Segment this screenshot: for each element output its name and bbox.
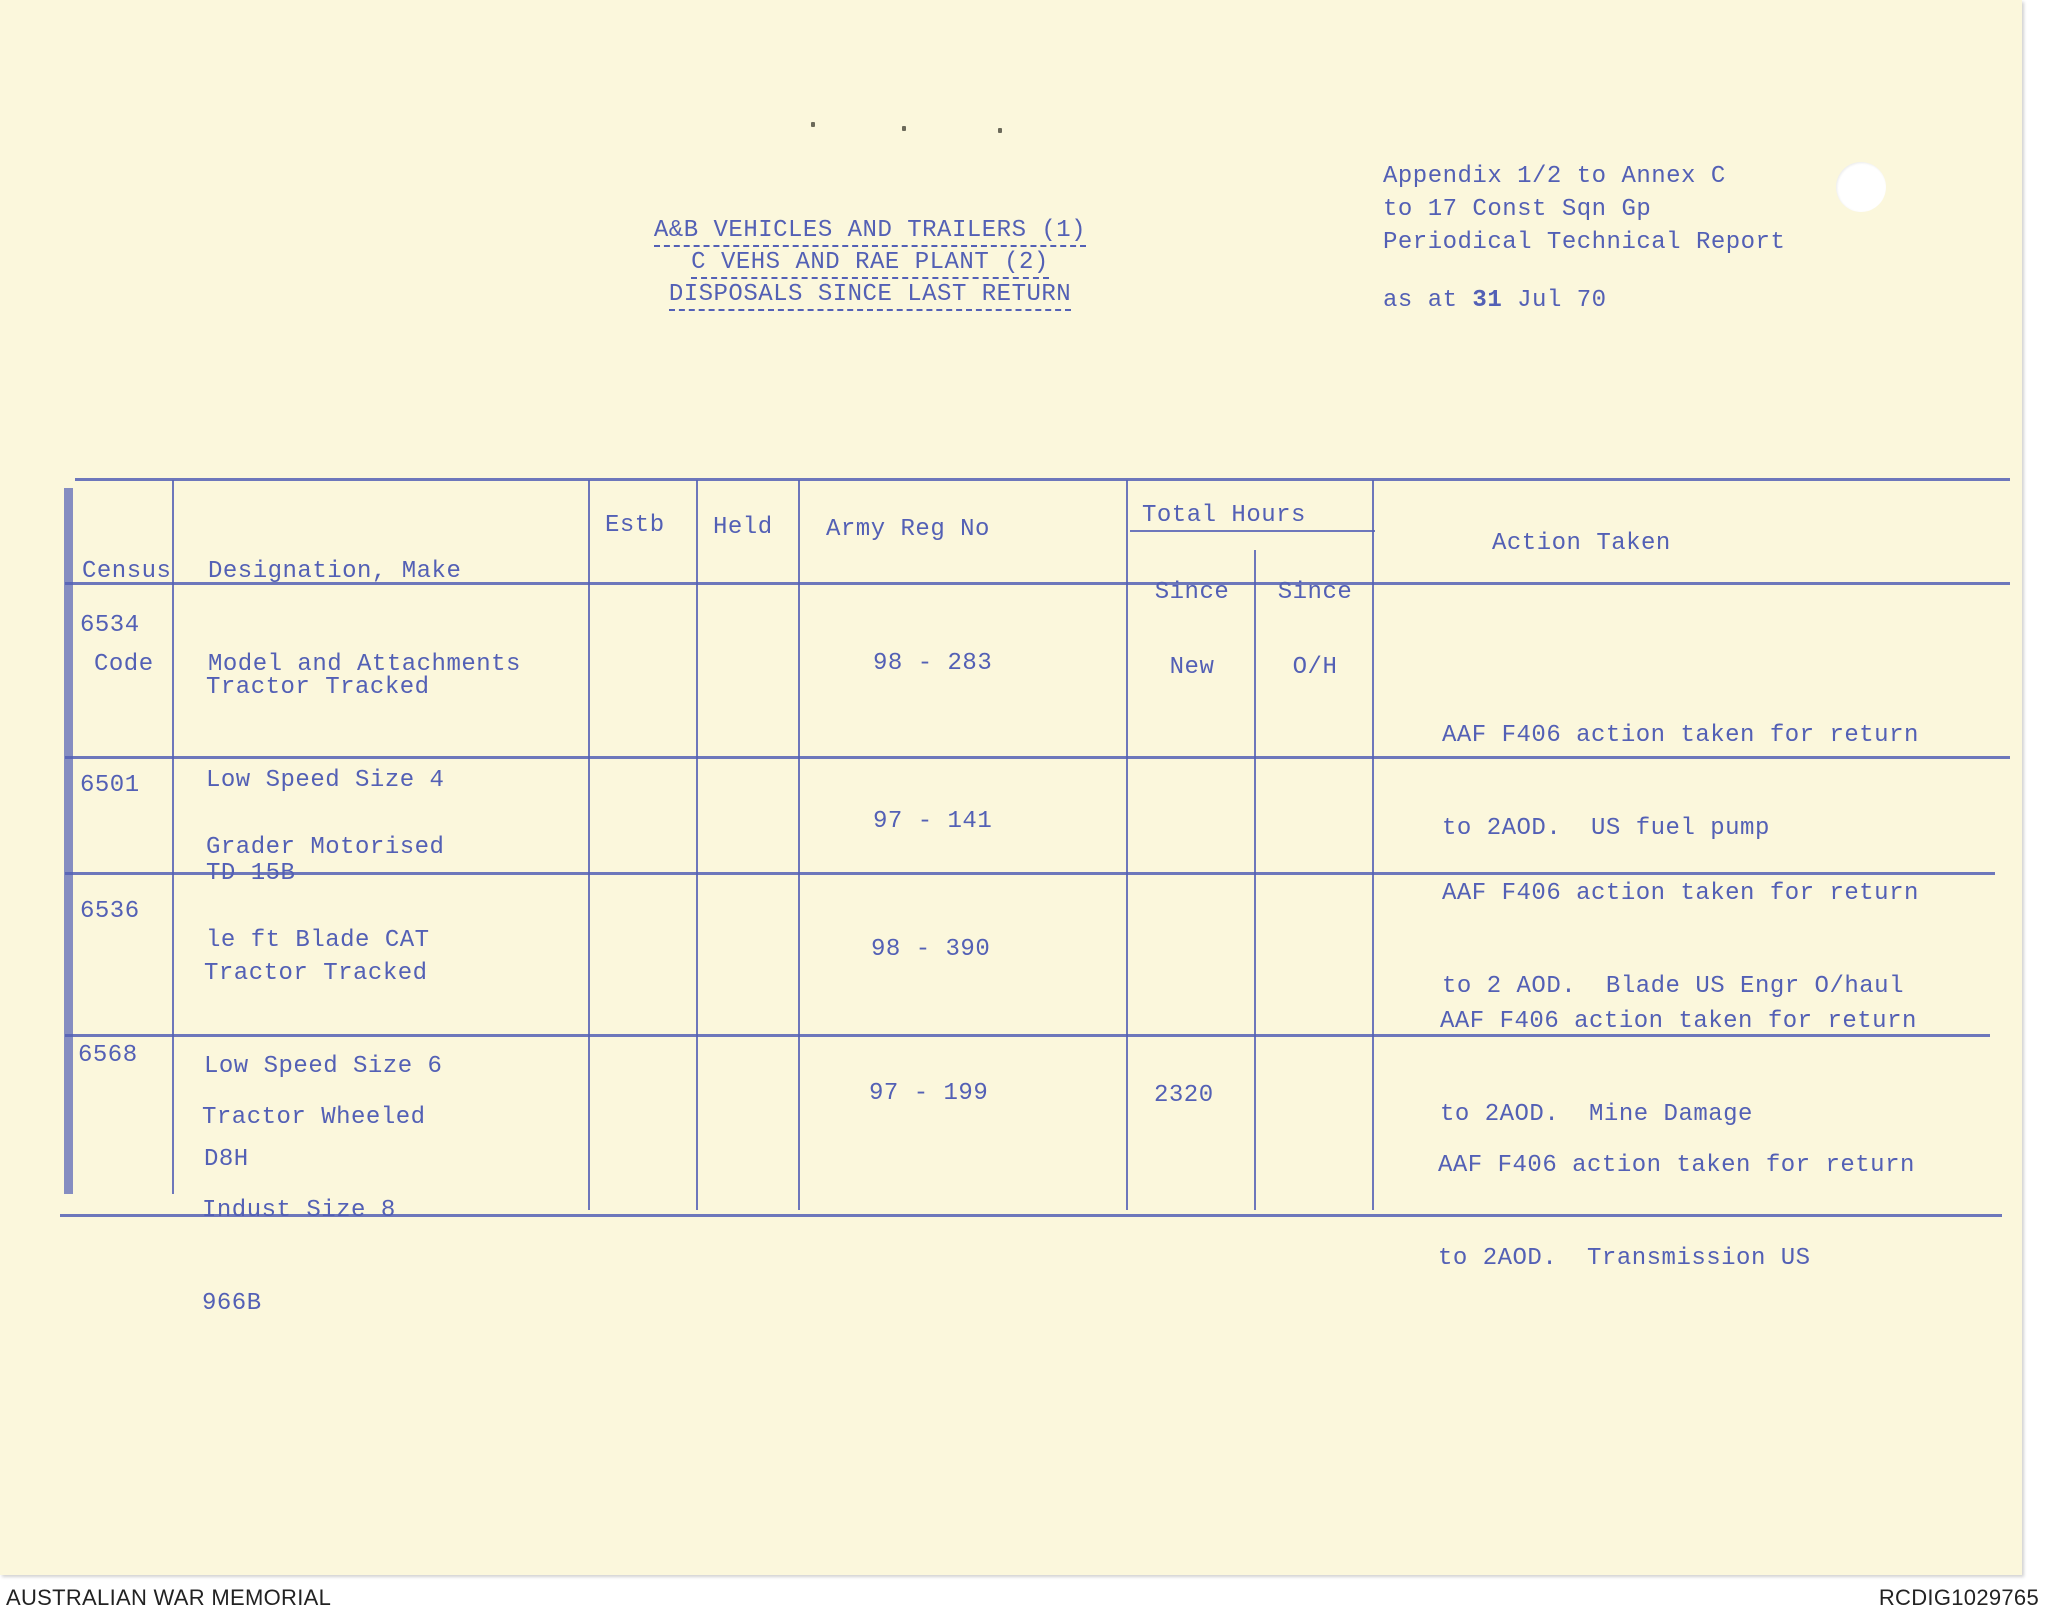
row3-action-line-1: AAF F406 action taken for return (1440, 1008, 1917, 1035)
header-since-oh (1260, 530, 1370, 730)
row4-designation (202, 1040, 426, 1381)
row1-census-code: 6534 (80, 612, 140, 639)
row4-census-code: 6568 (78, 1042, 138, 1069)
column-divider (1126, 480, 1128, 1210)
row4-army-reg-no: 97 - 199 (869, 1080, 989, 1107)
row3-census-code: 6536 (80, 898, 140, 925)
column-divider (1372, 480, 1374, 1210)
header-census-line-1: Census (82, 558, 172, 585)
header-since-new-line-2: New (1169, 654, 1215, 681)
row3-designation-line-3: D8H (204, 1146, 249, 1173)
column-divider (798, 480, 800, 1210)
appendix-line-1: Appendix 1/2 to Annex C (1383, 163, 1726, 190)
appendix-line-2: to 17 Const Sqn Gp (1383, 196, 1652, 223)
header-total-hours: Total Hours (1142, 502, 1306, 529)
title-line-3: DISPOSALS SINCE LAST RETURN (669, 281, 1071, 311)
row4-action (1438, 1088, 1915, 1336)
header-since-new (1132, 530, 1252, 730)
as-at-day: 31 (1472, 287, 1503, 314)
column-divider (1254, 550, 1256, 1210)
row3-action-line-2: to 2AOD. Mine Damage (1440, 1101, 1753, 1128)
row1-action-line-1: AAF F406 action taken for return (1442, 722, 1919, 749)
archive-credit: AUSTRALIAN WAR MEMORIAL (6, 1585, 332, 1610)
row4-designation-line-3: 966B (202, 1290, 262, 1317)
header-action-taken: Action Taken (1492, 530, 1671, 557)
header-since-new-line-1: Since (1154, 579, 1230, 606)
row2-action-line-1: AAF F406 action taken for return (1442, 880, 1919, 907)
row1-designation-line-3: TD 15B (206, 860, 296, 887)
column-divider (588, 480, 590, 1210)
row1-army-reg-no: 98 - 283 (873, 650, 993, 677)
row3-army-reg-no: 98 - 390 (871, 936, 991, 963)
appendix-line-3: Periodical Technical Report (1383, 229, 1786, 256)
row2-army-reg-no: 97 - 141 (873, 808, 993, 835)
header-since-oh-line-1: Since (1277, 579, 1353, 606)
column-divider (172, 480, 174, 1194)
header-census-line-2: Code (94, 651, 154, 678)
row4-designation-line-2: Indust Size 8 (202, 1197, 396, 1224)
archive-id: RCDIG1029765 (1878, 1585, 2039, 1610)
column-divider (696, 480, 698, 1210)
row4-action-line-2: to 2AOD. Transmission US (1438, 1245, 1811, 1272)
row4-designation-line-1: Tractor Wheeled (202, 1104, 426, 1131)
as-at-month-year: Jul 70 (1517, 287, 1607, 314)
row1-designation-line-2: Low Speed Size 4 (206, 767, 445, 794)
row3-designation-line-1: Tractor Tracked (204, 960, 428, 987)
table-top-rule (75, 478, 2010, 481)
as-at-prefix: as at (1383, 287, 1458, 314)
header-estb: Estb (605, 512, 665, 539)
row2-designation-line-2: le ft Blade CAT (206, 927, 430, 954)
row2-action-line-2: to 2 AOD. Blade US Engr O/haul (1442, 973, 1904, 1000)
header-army-reg-no: Army Reg No (826, 516, 990, 543)
header-held: Held (713, 514, 773, 541)
row2-census-code: 6501 (80, 772, 140, 799)
title-line-2: C VEHS AND RAE PLANT (2) (691, 249, 1049, 279)
row1-action-line-2: to 2AOD. US fuel pump (1442, 815, 1770, 842)
title-line-1: A&B VEHICLES AND TRAILERS (1) (654, 217, 1086, 247)
table-left-edge (64, 488, 73, 1194)
row3-designation-line-2: Low Speed Size 6 (204, 1053, 443, 1080)
header-since-oh-line-2: O/H (1292, 654, 1338, 681)
row4-action-line-1: AAF F406 action taken for return (1438, 1152, 1915, 1179)
header-designation-line-2: Model and Attachments (208, 651, 521, 678)
header-designation-line-1: Designation, Make (208, 558, 462, 585)
row2-designation-line-1: Grader Motorised (206, 834, 445, 861)
row1-designation-line-1: Tractor Tracked (206, 674, 430, 701)
row4-since-new: 2320 (1154, 1082, 1214, 1109)
